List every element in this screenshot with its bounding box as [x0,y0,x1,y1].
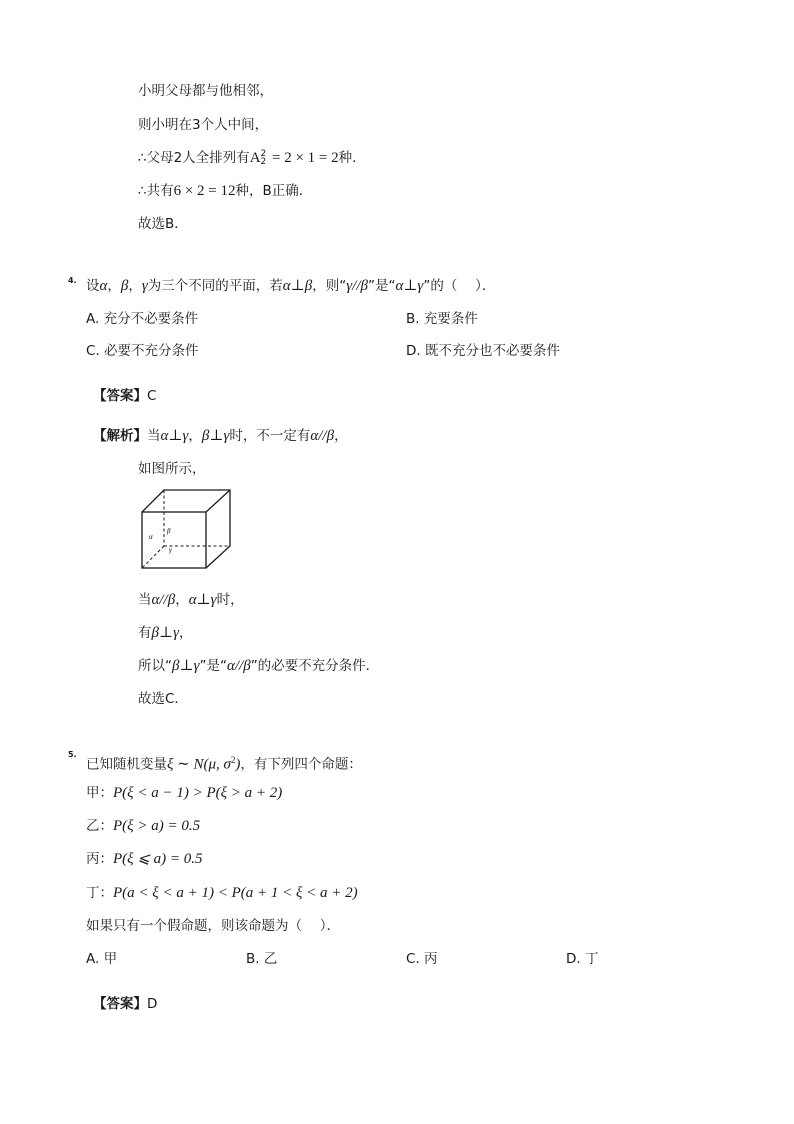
question-5-option-d: D. 丁 [566,951,599,967]
question-5-stem: 已知随机变量ξ ∼ N(μ, $\sigma^2$)，有下列四个命题： [86,755,362,773]
question-5-option-b: B. 乙 [246,951,278,967]
question-5-answer: 【答案】D [93,996,158,1012]
question-4-option-a: A. 充分不必要条件 [86,311,199,327]
question-5-option-c: C. 丙 [406,951,438,967]
proposition-3: 丙：P(ξ ⩽ a) = 0.5 [86,851,203,867]
question-4-analysis-line-5: 所以“β⊥γ”是“α//β”的必要不充分条件． [138,658,380,674]
question-4-analysis-line-3: 当α//β，α⊥γ时， [138,592,244,608]
question-4-number: 4. [68,276,77,285]
cube-hidden-depth [142,546,164,568]
question-4-option-c: C. 必要不充分条件 [86,343,199,359]
question-5-option-a: A. 甲 [86,951,118,967]
solution-line-3: ∴父母2人全排列有A 2 2 = 2 × 1 = 2种． [138,149,366,167]
cube-label-alpha: α [149,533,153,541]
question-5-number: 5. [68,750,77,759]
question-4-answer: 【答案】C [93,388,157,404]
question-4-analysis-line-2: 如图所示， [138,461,206,477]
cube-label-gamma: γ [169,546,172,554]
question-4-analysis-line-4: 有β⊥γ， [138,625,193,641]
question-4-stem: 设α，β，γ为三个不同的平面，若α⊥β，则“γ//β”是“α⊥γ”的（ ）． [86,278,496,294]
cube-figure [140,486,236,570]
question-5-prompt: 如果只有一个假命题，则该命题为（ ）． [86,918,341,934]
proposition-1: 甲：P(ξ < a − 1) > P(ξ > a + 2) [86,785,283,801]
question-4-analysis-line-1: 【解析】当α⊥γ，β⊥γ时，不一定有α//β， [93,428,348,444]
proposition-4: 丁：P(a < ξ < a + 1) < P(a + 1 < ξ < a + 2) [86,885,358,901]
solution-line-2: 则小明在3个人中间， [138,117,269,133]
cube-top-right-edge [206,490,230,512]
proposition-2: 乙：P(ξ > a) = 0.5 [86,818,201,834]
cube-label-beta: β [167,527,171,535]
solution-line-4: ∴共有6 × 2 = 12种，B正确． [138,183,313,199]
solution-line-5: 故选B． [138,216,188,232]
question-4-option-d: D. 既不充分也不必要条件 [406,343,560,359]
question-4-analysis-line-6: 故选C． [138,691,188,707]
question-4-option-b: B. 充要条件 [406,311,478,327]
solution-line-1: 小明父母都与他相邻， [138,83,273,99]
